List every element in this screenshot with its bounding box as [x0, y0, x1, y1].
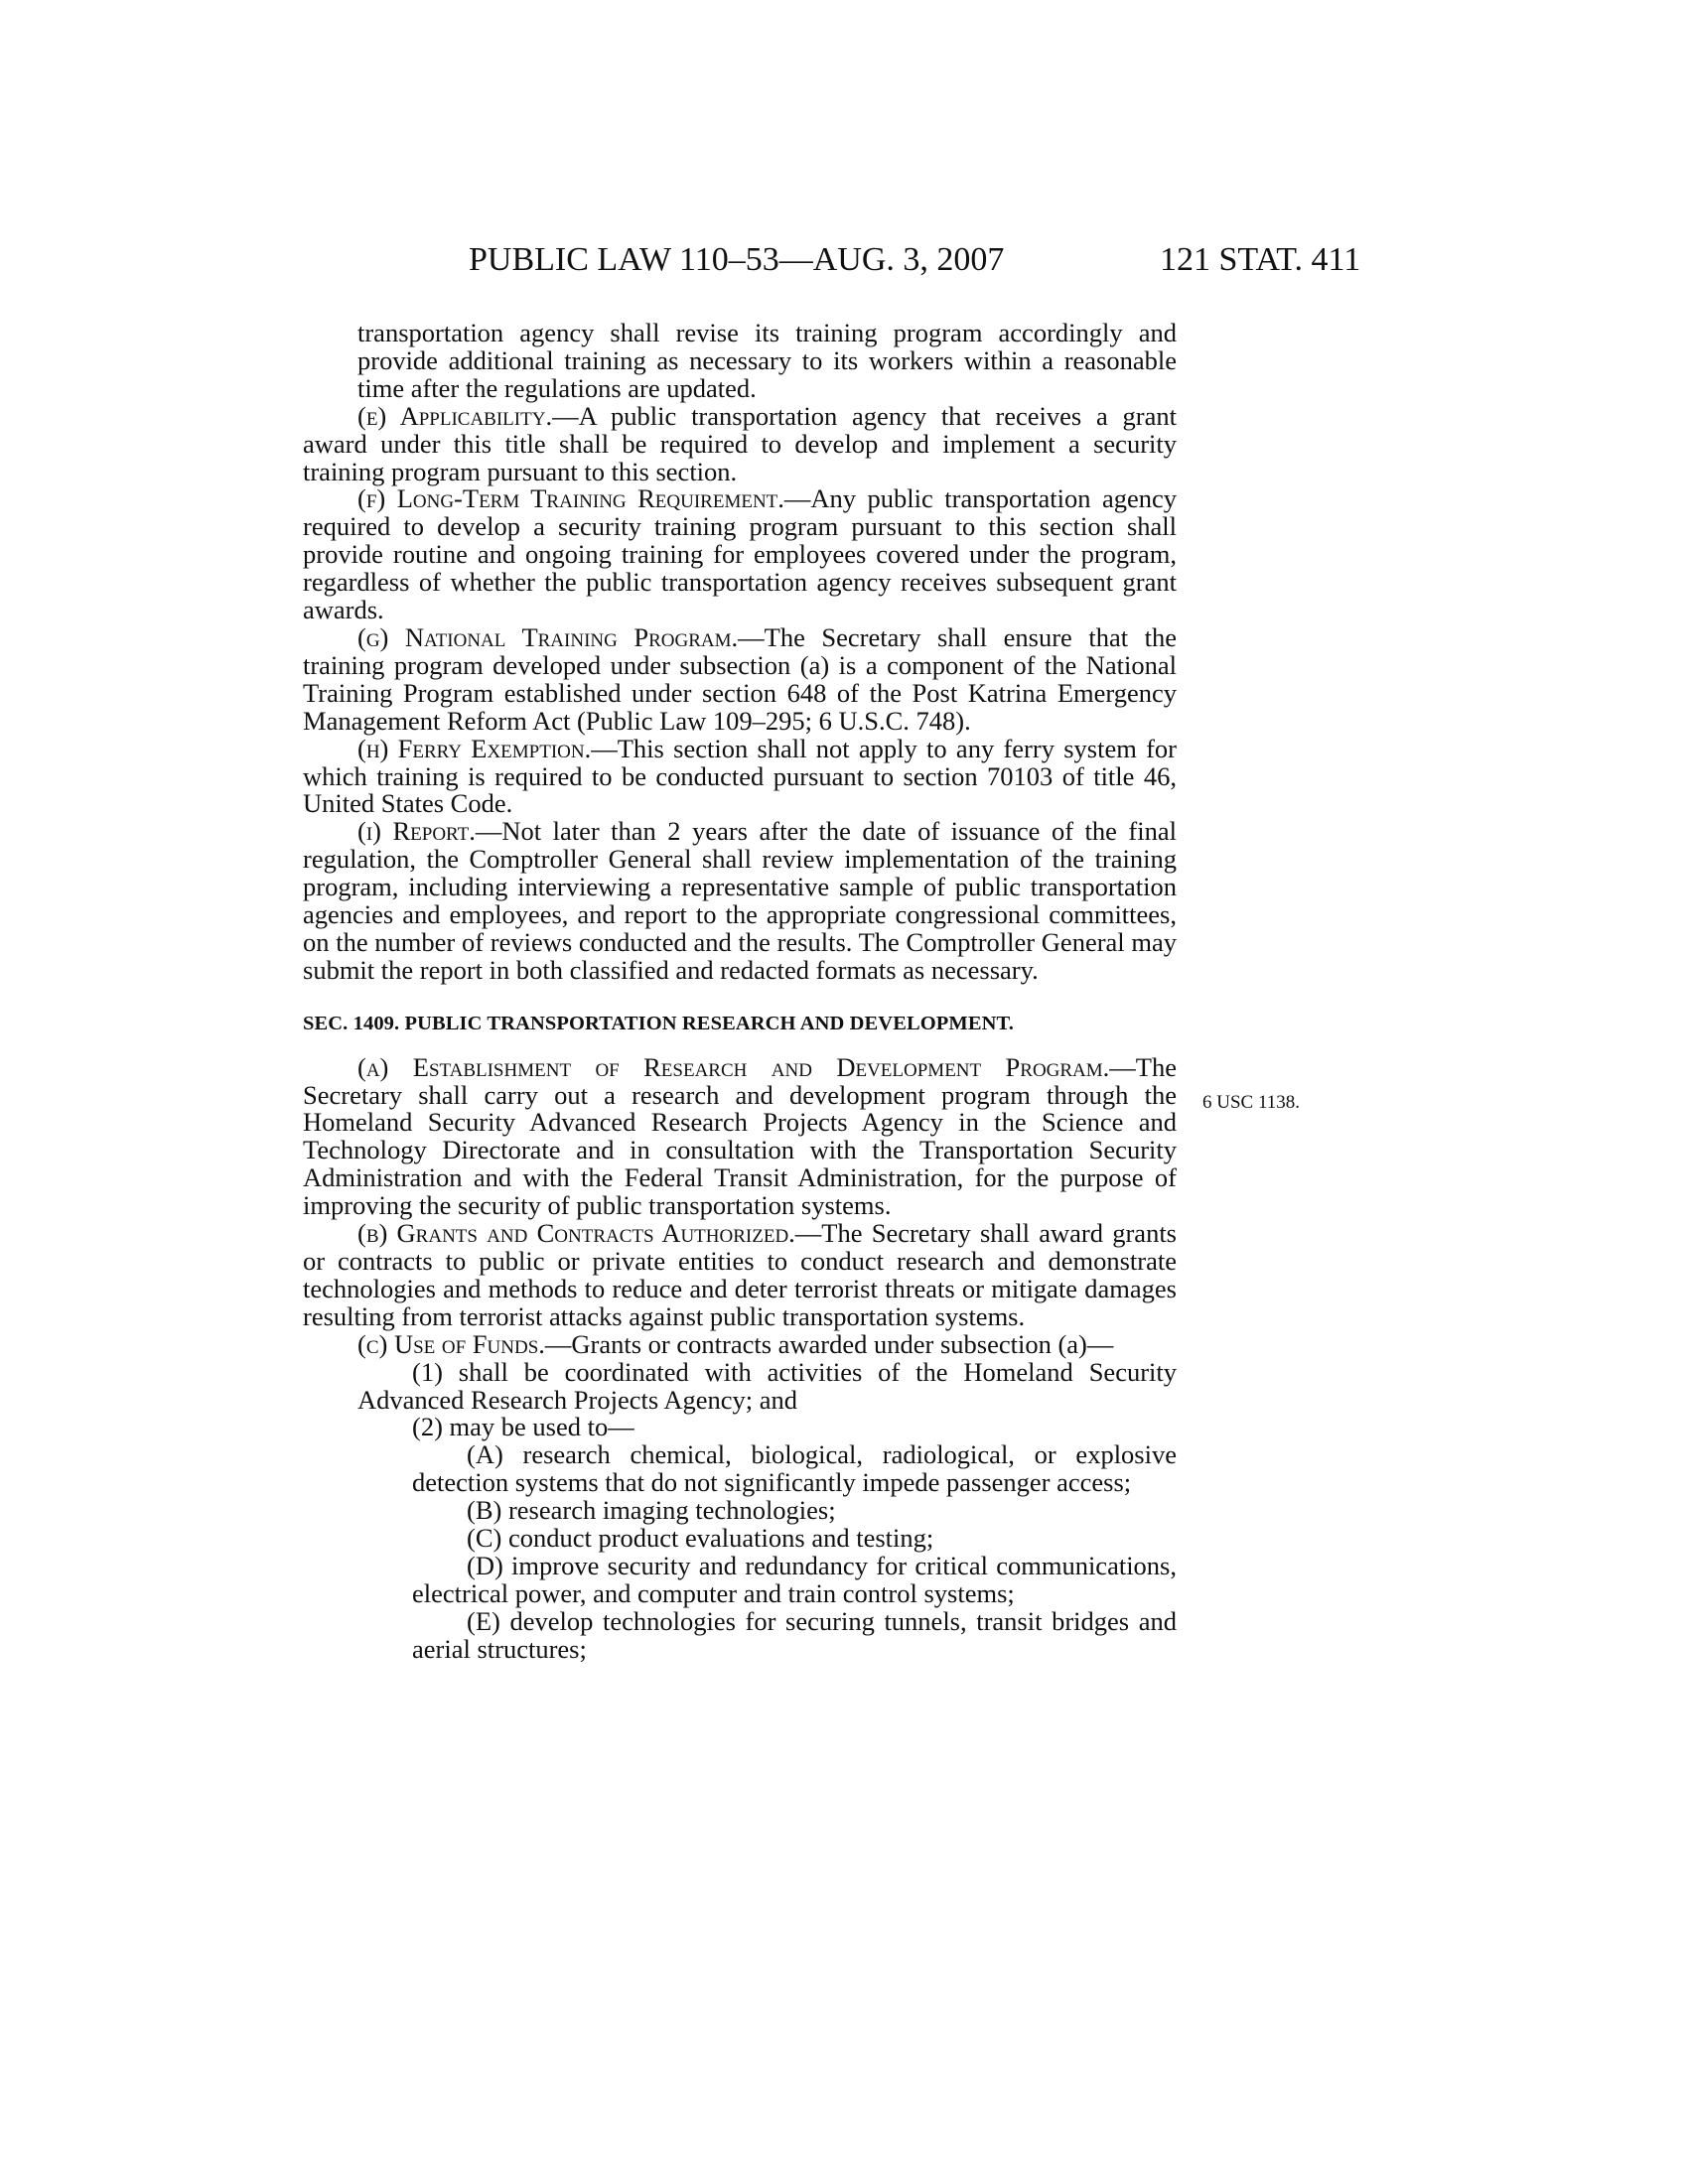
paragraph-c1: (1) shall be coordinated with activities of the Homeland Security Advanced Research Projects Agency; and [357, 1356, 1177, 1415]
subsection-f-heading: (f) Long-Term Training Requirement. [357, 483, 784, 514]
subsection-f-text: —Any public transportation agency required to develop a security training program pursuant to this section shall provide routine and ongoing training for employees covered under the program, regardless of whether the public transportation agency receives subsequent grant awards. [303, 483, 1177, 625]
subsection-i [303, 818, 1177, 984]
subparagraph-B: (B) research imaging technologies; [467, 1495, 836, 1526]
page-header [0, 241, 1688, 301]
subparagraph-C: (C) conduct product evaluations and testing; [467, 1523, 934, 1554]
running-head-stat: 121 STAT. 411 [1160, 241, 1361, 278]
subsection-e-text: —A public transportation agency that receives a grant award under this title shall be required to develop and implement a security training program pursuant to this section. [303, 400, 1177, 486]
subsection-f [303, 485, 1177, 624]
subsection-c [303, 1328, 1177, 1359]
subsection-b-heading: (b) Grants and Contracts Authorized. [357, 1218, 795, 1249]
paragraph-continuation: transportation agency shall revise its training program accordingly and provide additional training as necessary to its workers within a reasonable time after the regulations are updated. [357, 318, 1177, 403]
subsection-c-text: —Grants or contracts awarded under subsection (a)— [544, 1328, 1114, 1359]
subsection-h-heading: (h) Ferry Exemption. [357, 733, 592, 763]
subsection-a-text: —The Secretary shall carry out a research and development program through the Homeland Security Advanced Research Projects Agency in the Science and Technology Directorate and in consultation with the Transportation Security Administration and with the Federal Transit Administration, for the purpose of improving the security of public transportation systems. [303, 1051, 1177, 1221]
section-heading: SEC. 1409. PUBLIC TRANSPORTATION RESEARCH AND DEVELOPMENT. [303, 1012, 1015, 1034]
subsection-g [303, 621, 1177, 736]
subsection-a [303, 1051, 1177, 1221]
subsection-b-text: —The Secretary shall award grants or contracts to public or private entities to conduct research and demonstrate technologies and methods to reduce and deter terrorist threats or mitigate damages resulting from terrorist attacks against public transportation systems. [303, 1218, 1177, 1331]
statute-body [303, 320, 1177, 1664]
subsection-g-text: —The Secretary shall ensure that the training program developed under subsection (a) is a component of the National Training Program established under section 648 of the Post Katrina Emergency Management Reform Act (Public Law 109–295; 6 U.S.C. 748). [303, 621, 1177, 736]
subparagraph-D: (D) improve security and redundancy for critical communications, electrical power, and computer and train control systems; [412, 1550, 1177, 1608]
subsection-e-heading: (e) Applicability. [357, 400, 553, 431]
subsection-h-text: —This section shall not apply to any ferry system for which training is required to be conducted pursuant to section 70103 of title 46, United States Code. [303, 733, 1177, 819]
paragraph-c2: (2) may be used to— [412, 1412, 634, 1442]
subsection-c-heading: (c) Use of Funds. [357, 1328, 545, 1359]
subsection-i-heading: (i) Report. [357, 816, 476, 847]
subsection-b [303, 1220, 1177, 1331]
subparagraph-A: (A) research chemical, biological, radiological, or explosive detection systems that do not significantly impede passenger access; [412, 1439, 1177, 1498]
subsection-e [303, 400, 1177, 486]
subparagraph-E: (E) develop technologies for securing tunnels, transit bridges and aerial structures; [412, 1605, 1177, 1664]
subsection-i-text: —Not later than 2 years after the date of issuance of the final regulation, the Comptroller General shall review implementation of the training program, including interviewing a representative sample of public transportation agencies and employees, and report to the appropriate congressional committees, on the number of reviews conducted and the results. The Comptroller General may submit the report in both classified and redacted formats as necessary. [303, 816, 1177, 985]
subsection-h [303, 733, 1177, 819]
running-head-law: PUBLIC LAW 110–53—AUG. 3, 2007 [469, 241, 1005, 278]
subsection-a-heading: (a) Establishment of Research and Development Program. [357, 1051, 1110, 1082]
margin-citation: 6 USC 1138. [1202, 1092, 1301, 1113]
subsection-g-heading: (g) National Training Program. [357, 621, 739, 652]
